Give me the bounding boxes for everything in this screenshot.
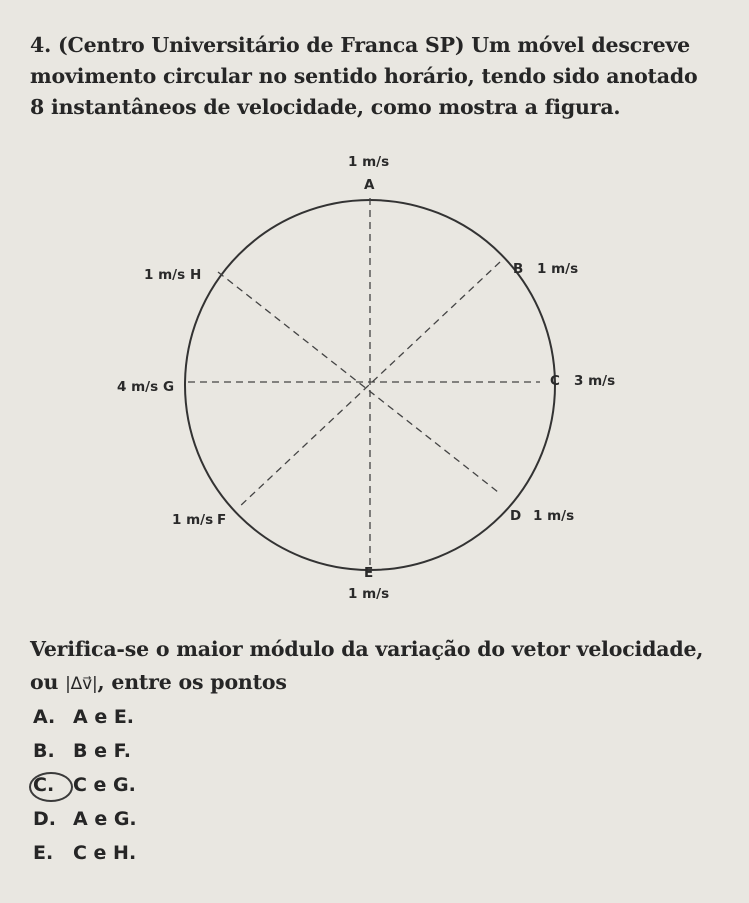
stem-suffix: , entre os pontos	[97, 670, 287, 694]
question-stem	[30, 633, 730, 701]
point-label-f: F	[217, 512, 227, 528]
speed-label-g: 4 m/s	[117, 379, 159, 395]
point-label-b: B	[513, 261, 524, 277]
stem-prefix: ou	[30, 670, 59, 694]
option-a-letter: A.	[33, 706, 56, 728]
option-d-letter: D.	[33, 808, 56, 830]
speed-label-f: 1 m/s	[172, 512, 214, 528]
point-label-c: C	[550, 373, 560, 389]
point-label-h: H	[190, 267, 202, 283]
speed-label-b: 1 m/s	[537, 261, 579, 277]
speed-label-e: 1 m/s	[348, 586, 390, 602]
option-b[interactable]	[33, 734, 137, 768]
question-source: (Centro Universitário de Franca SP)	[57, 33, 465, 57]
stem-line-2	[30, 666, 730, 701]
point-label-e: E	[364, 565, 374, 581]
option-d[interactable]	[33, 802, 137, 836]
point-label-g: G	[163, 379, 175, 395]
option-b-letter: B.	[33, 740, 55, 762]
answer-circle-mark	[29, 772, 73, 802]
option-d-text: A e G.	[73, 808, 137, 830]
question-line-2: movimento circular no sentido horário, tendo sido anotado	[30, 64, 698, 88]
option-e-letter: E.	[33, 842, 54, 864]
question-text-1: Um móvel descreve	[471, 33, 691, 57]
question-number: 4.	[30, 33, 52, 57]
option-c-letter: C.	[33, 774, 55, 796]
answer-options	[33, 700, 137, 870]
delta-v-symbol: |Δv⃗|	[65, 674, 98, 694]
point-label-d: D	[510, 508, 522, 524]
option-e-text: C e H.	[73, 842, 137, 864]
speed-label-a: 1 m/s	[348, 154, 390, 170]
option-a-text: A e E.	[73, 706, 135, 728]
question-line-3: 8 instantâneos de velocidade, como mostra a figura.	[30, 95, 621, 119]
stem-line-1: Verifica-se o maior módulo da variação do vetor velocidade,	[30, 637, 704, 661]
speed-label-h: 1 m/s	[144, 267, 186, 283]
option-e[interactable]	[33, 836, 137, 870]
speed-label-d: 1 m/s	[533, 508, 575, 524]
speed-label-c: 3 m/s	[574, 373, 616, 389]
option-b-text: B e F.	[73, 740, 132, 762]
option-c[interactable]	[33, 768, 137, 802]
option-a[interactable]	[33, 700, 137, 734]
option-c-text: C e G.	[73, 774, 136, 796]
diameter-b-f	[238, 262, 500, 508]
point-label-a: A	[364, 177, 375, 193]
